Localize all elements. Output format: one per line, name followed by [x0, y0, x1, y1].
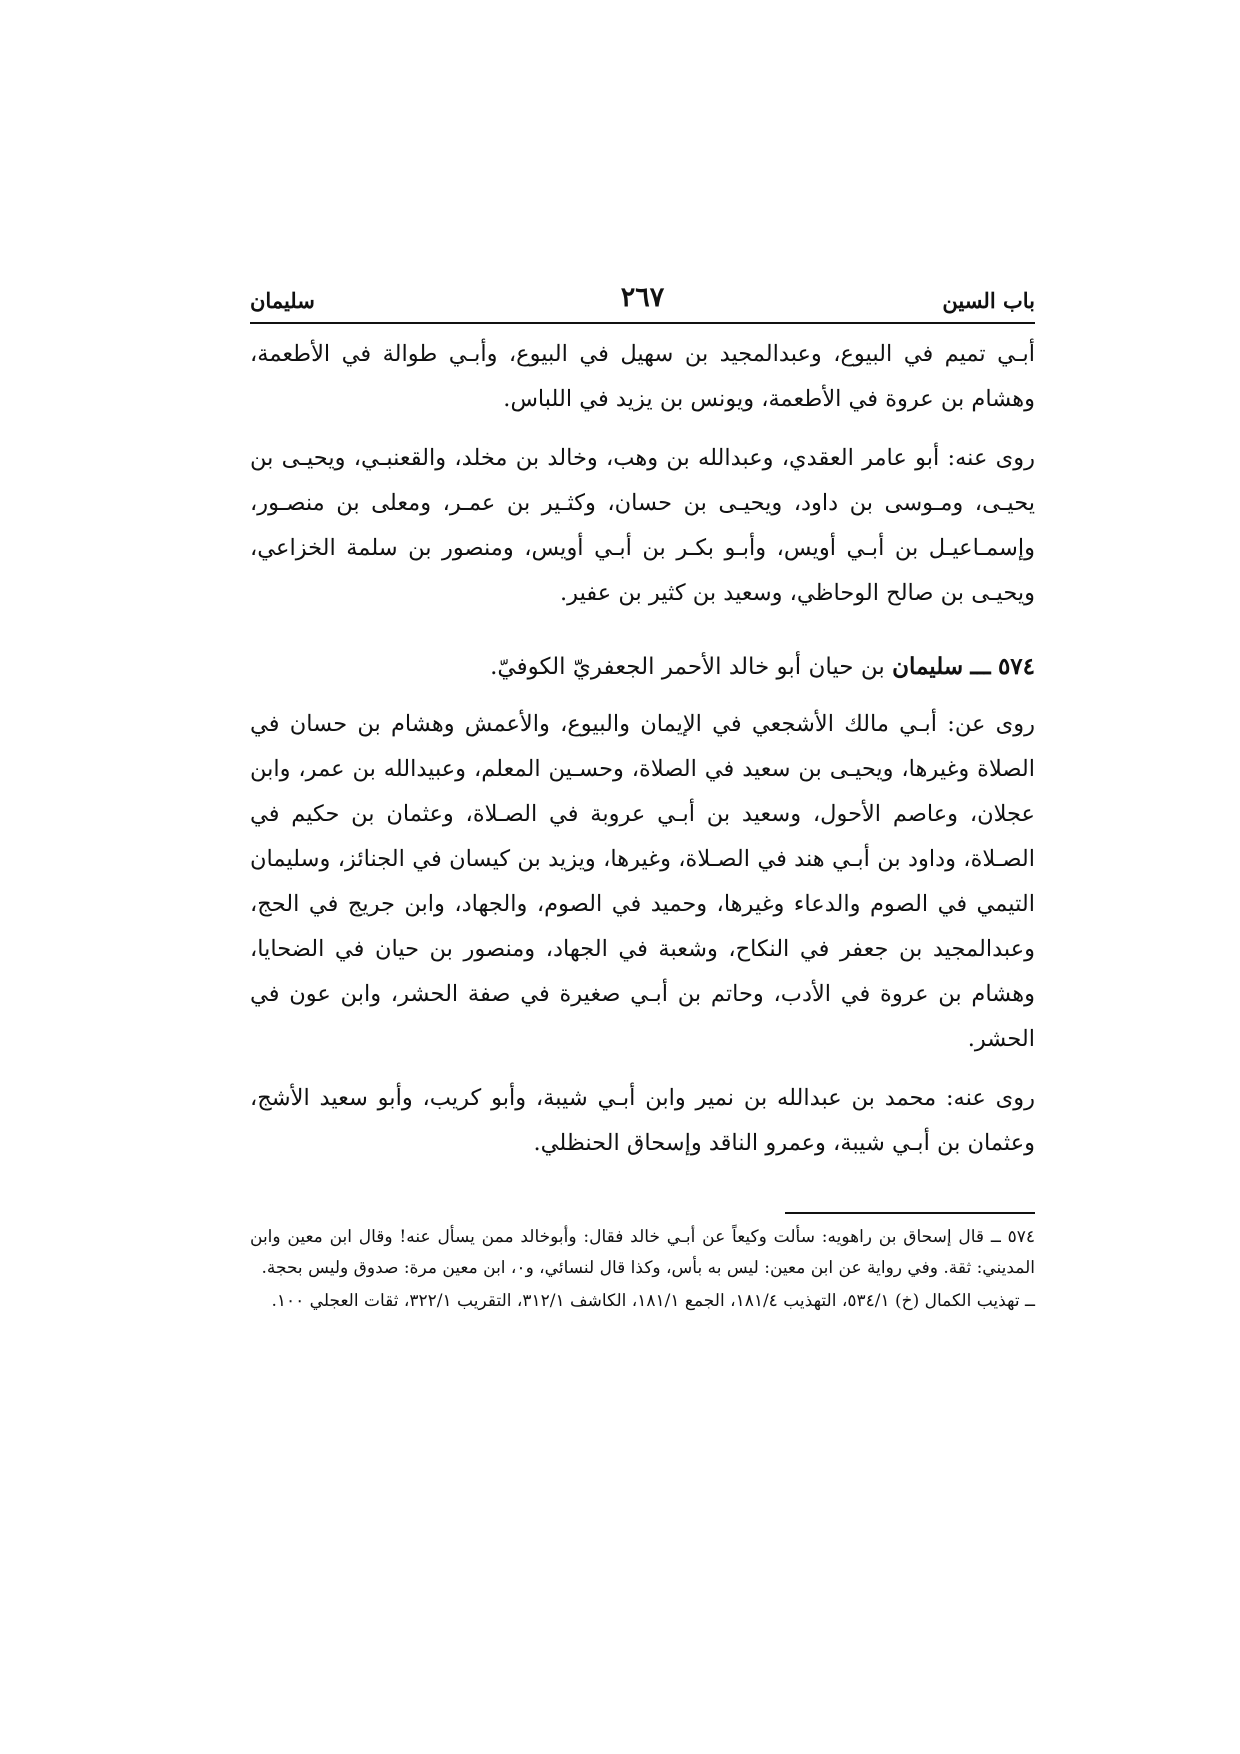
paragraph-continued-narrators: أبـي تميم في البيوع، وعبدالمجيد بن سهيل في البيوع، وأبـي طوالة في الأطعمة، وهشام بن عروة في الأطعمة، ويونس بن يزيد في اللباس. [250, 341, 1035, 412]
footnote-sources: ــ تهذيب الكمال (خ) ٥٣٤/١، التهذيب ١٨١/٤، الجمع ١٨١/١، الكاشف ٣١٢/١، التقريب ٣٢٢/١، ثقات العجلي ١٠٠. [271, 1291, 1035, 1311]
section-title: سليمان [250, 288, 315, 313]
page-number: ٢٦٧ [620, 282, 665, 313]
header-rule [250, 322, 1035, 324]
entry-heading [250, 644, 1035, 690]
entry-name: سليمان [892, 653, 964, 680]
running-header [250, 280, 1035, 320]
entry-dash: ـــ [970, 653, 991, 680]
chapter-title: باب السين [942, 288, 1035, 313]
book-page [250, 280, 1035, 1317]
paragraph-narrated-from-him-2: روى عنه: محمد بن عبدالله بن نمير وابن أبـي شيبة، وأبو كريب، وأبو سعيد الأشج، وعثمان بن أبـي شيبة، وعمرو الناقد وإسحاق الحنظلي. [250, 1085, 1035, 1156]
paragraph-narrated-from-him: روى عنه: أبو عامر العقدي، وعبدالله بن وهب، وخالد بن مخلد، والقعنبـي، ويحيـى بن يحيـى، ومـوسى بن داود، ويحيـى بن حسان، وكثـير بن عمـر، ومعلى بن منصـور، وإسمـاعيـل بن أبـي أويس، وأبـو بكـر بن أبـي أويس، ومنصور بن سلمة الخزاعي، ويحيـى بن صالح الوحاظي، وسعيد بن كثير بن عفير. [250, 445, 1035, 606]
footnote-rule [785, 1212, 1035, 1214]
entry-lineage: بن حيان أبو خالد الأحمر الجعفريّ الكوفيّ. [490, 654, 885, 680]
paragraph-he-narrated-from: روى عن: أبـي مالك الأشجعي في الإيمان والبيوع، والأعمش وهشام بن حسان في الصلاة وغيرها، ويحيـى بن سعيد في الصلاة، وحسـين المعلم، وعبيدالله بن عمر، وابن عجلان، وعاصم الأحول، وسعيد بن أبـي عروبة في الصـلاة، وعثمان بن حكيم في الصـلاة، وداود بن أبـي هند في الصـلاة، وغيرها، ويزيد بن كيسان في الجنائز، وسليمان التيمي في الصوم والدعاء وغيرها، وحميد في الصوم، والجهاد، وابن جريج في الحج، وعبدالمجيد بن جعفر في النكاح، وشعبة في الجهاد، ومنصور بن حيان في الضحايا، وهشام بن عروة في الأدب، وحاتم بن أبـي صغيرة في صفة الحشر، وابن عون في الحشر. [250, 711, 1035, 1052]
entry-number: ٥٧٤ [997, 653, 1035, 680]
footnote-text: ٥٧٤ ــ قال إسحاق بن راهويه: سألت وكيعاً عن أبـي خالد فقال: وأبوخالد ممن يسأل عنه! وقال ابن معين وابن المديني: ثقة. وفي رواية عن ابن معين: ليس به بأس، وكذا قال لنسائي، و٠، ابن معين مرة: صدوق وليس بحجة. [250, 1227, 1035, 1278]
